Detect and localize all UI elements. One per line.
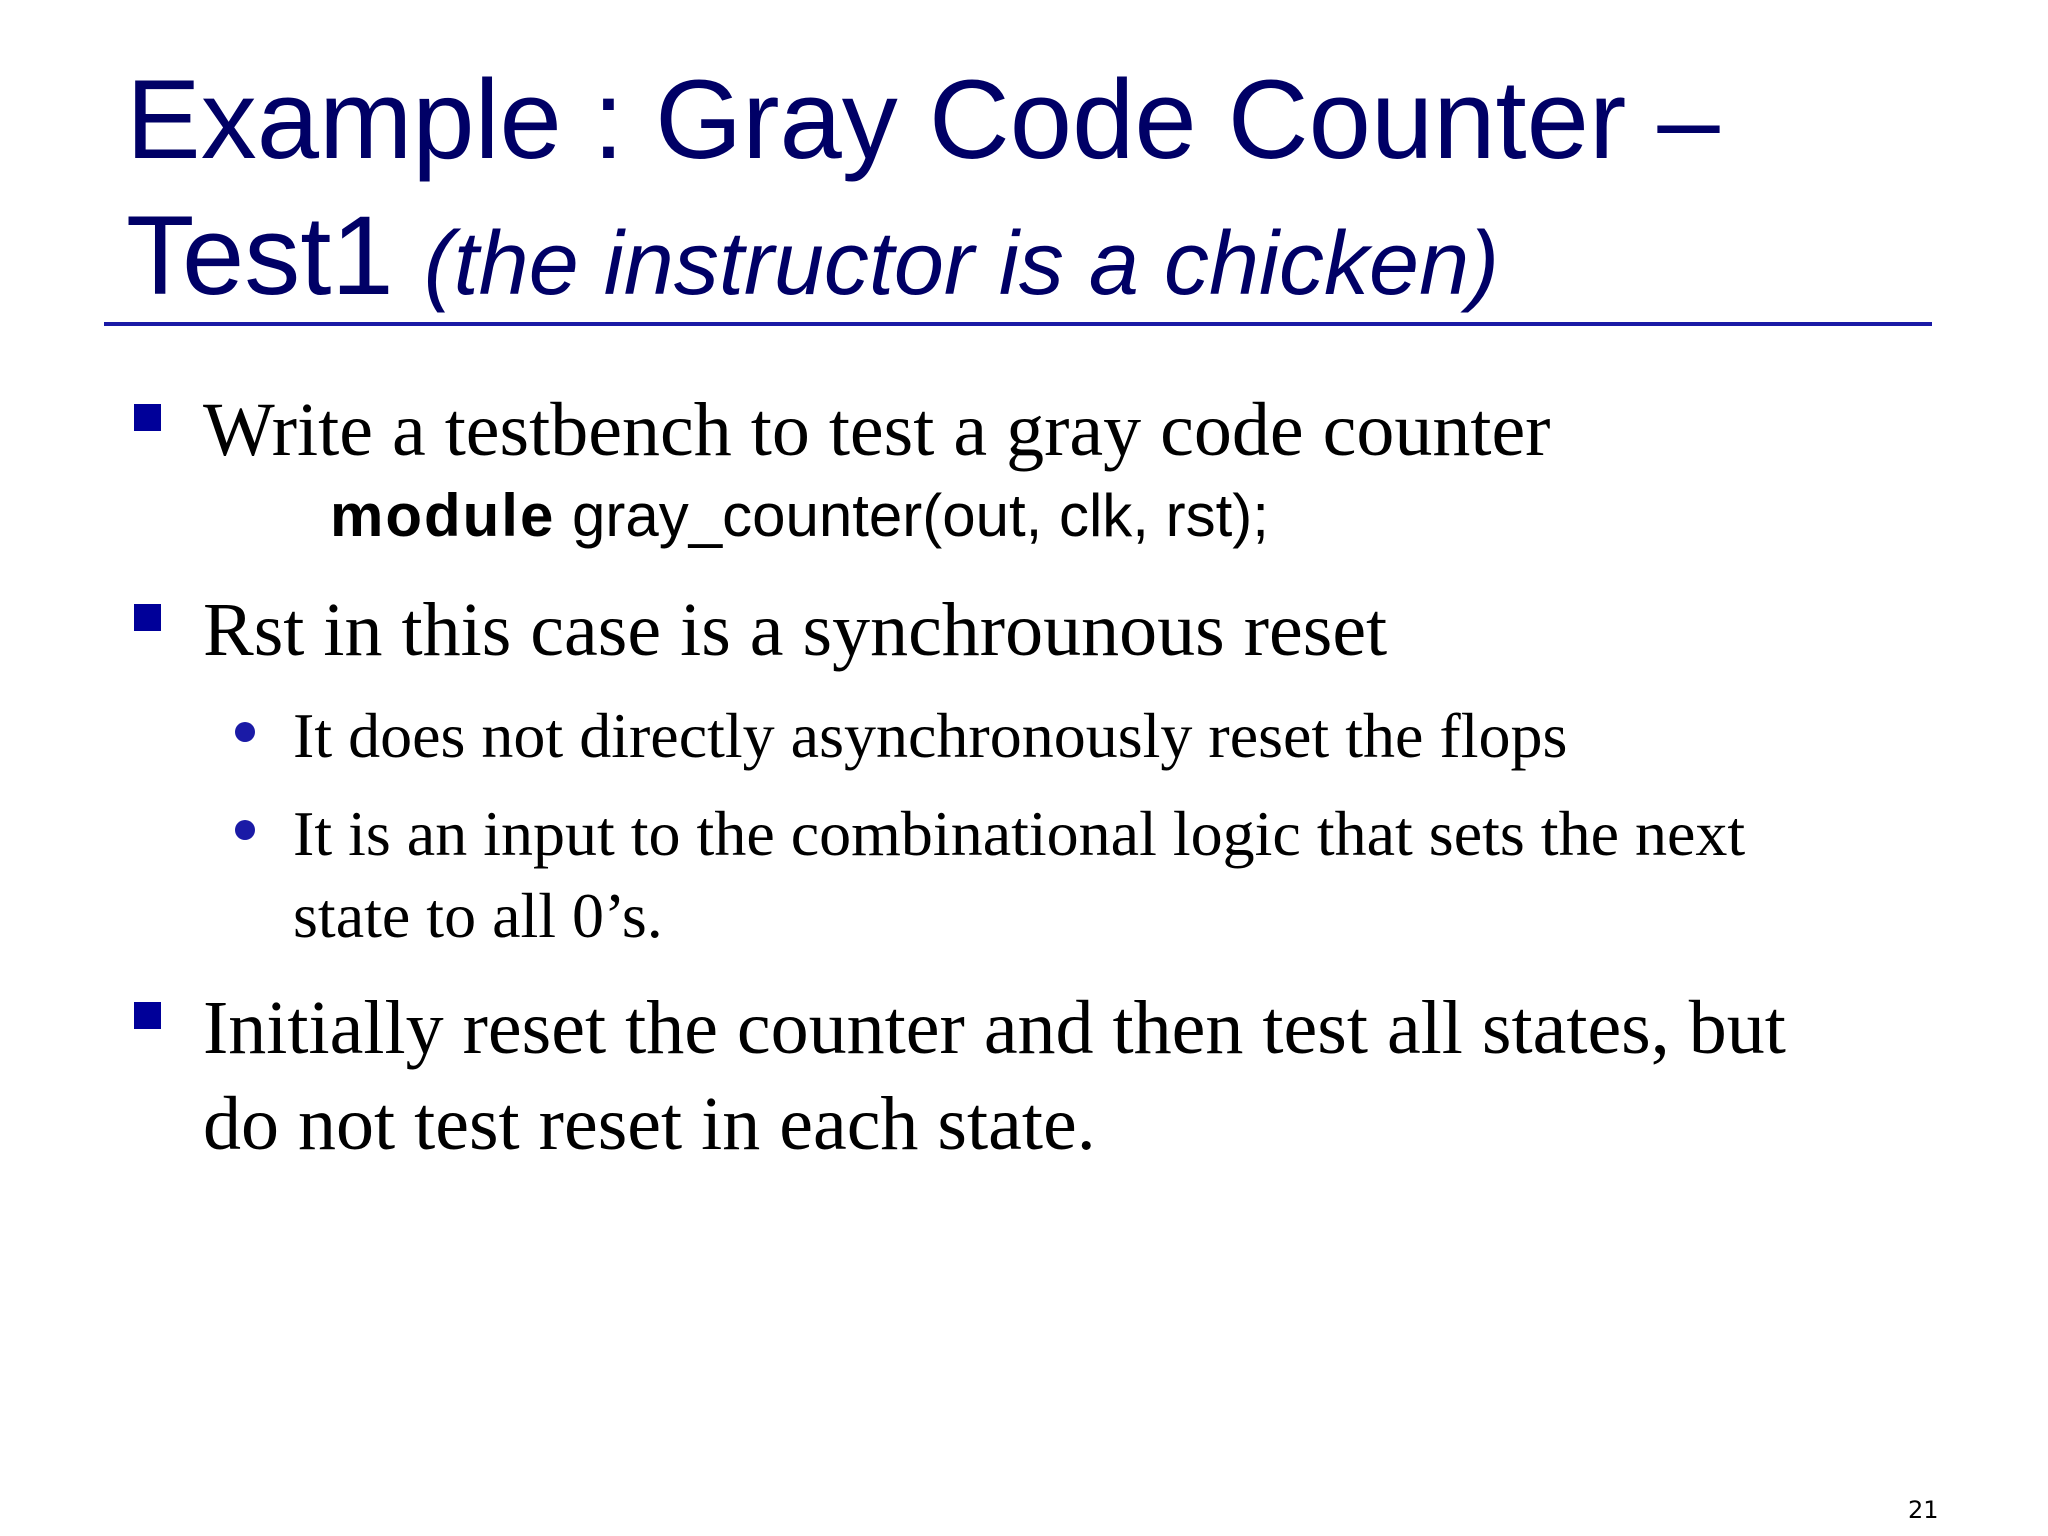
code-line xyxy=(330,478,1269,554)
dot-bullet-icon xyxy=(235,820,255,840)
title-subtitle: (the instructor is a chicken) xyxy=(423,214,1500,314)
bullet-3-line-1: Initially reset the counter and then test all states, but xyxy=(203,986,1786,1070)
sub-bullet-2-line-2: state to all 0’s. xyxy=(293,880,663,951)
square-bullet-icon xyxy=(134,404,161,431)
page-number: 21 xyxy=(1908,1496,1939,1524)
title-test-label: Test1 xyxy=(126,193,394,318)
bullet-1: Write a testbench to test a gray code counter xyxy=(203,388,1551,472)
title-line-1: Example : Gray Code Counter – xyxy=(126,57,1720,182)
bullet-2: Rst in this case is a synchrounous reset xyxy=(203,588,1388,672)
sub-bullet-1: It does not directly asynchronously reset the flops xyxy=(293,700,1568,771)
square-bullet-icon xyxy=(134,604,161,631)
dot-bullet-icon xyxy=(235,722,255,742)
code-keyword: module xyxy=(330,482,556,549)
square-bullet-icon xyxy=(134,1002,161,1029)
sub-bullet-2-line-1: It is an input to the combinational logic that sets the next xyxy=(293,798,1746,869)
code-signature: gray_counter(out, clk, rst); xyxy=(555,482,1269,549)
bullet-3-line-2: do not test reset in each state. xyxy=(203,1082,1096,1166)
